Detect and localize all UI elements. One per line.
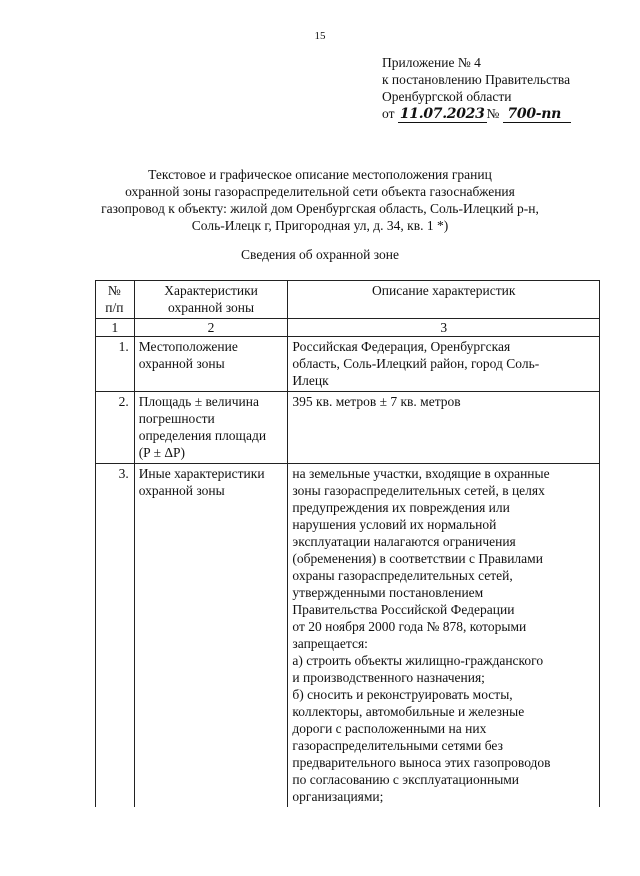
- row-name-line: определения площади: [138, 428, 267, 443]
- row-name-line: Площадь ± величина: [138, 394, 259, 409]
- description-line: охраны газораспределительных сетей,: [292, 568, 513, 583]
- page-number: 15: [314, 30, 326, 42]
- index-cell: 2: [134, 319, 288, 337]
- description-line: запрещается:: [292, 636, 368, 651]
- table-row: [96, 337, 600, 392]
- row-name: [134, 392, 288, 464]
- description-line: от 20 ноября 2000 года № 878, которыми: [292, 619, 527, 634]
- title-line: Текстовое и графическое описание местоположения границ: [148, 167, 492, 182]
- appendix-date-line: [382, 105, 571, 123]
- row-name-line: (P ± ΔP): [138, 445, 186, 460]
- title-line: газопровод к объекту: жилой дом Оренбургская область, Соль-Илецкий р-н,: [101, 201, 539, 216]
- row-description: [288, 337, 600, 392]
- description-line: Илецк: [292, 373, 329, 388]
- row-name-line: Иные характеристики: [138, 466, 265, 481]
- header-number-line: №: [107, 283, 121, 298]
- handwritten-date: 11.07.2023: [399, 106, 485, 122]
- description-line: газораспределительными сетями без: [292, 738, 503, 753]
- description-line: на земельные участки, входящие в охранные: [292, 466, 550, 481]
- header-characteristics-line: охранной зоны: [168, 300, 255, 315]
- row-name-line: Местоположение: [138, 339, 238, 354]
- description-line: по согласованию с эксплуатационными: [292, 772, 520, 787]
- row-name: [134, 337, 288, 392]
- description-line: 395 кв. метров ± 7 кв. метров: [292, 394, 461, 409]
- header-description: Описание характеристик: [288, 281, 600, 319]
- row-number: 1.: [96, 337, 135, 392]
- description-line: утвержденными постановлением: [292, 585, 484, 600]
- row-number: 3.: [96, 464, 135, 808]
- description-line: нарушения условий их нормальной: [292, 517, 497, 532]
- header-number-line: п/п: [105, 300, 124, 315]
- row-name-line: погрешности: [138, 411, 215, 426]
- appendix-line-1: Приложение № 4: [382, 55, 481, 70]
- description-line: (обременения) в соответствии с Правилами: [292, 551, 543, 566]
- description-line: эксплуатации налагаются ограничения: [292, 534, 516, 549]
- table-header-row: [96, 281, 600, 319]
- row-description: [288, 392, 600, 464]
- header-number: [96, 281, 135, 319]
- description-line: зоны газораспределительных сетей, в целях: [292, 483, 545, 498]
- row-name-line: охранной зоны: [138, 483, 225, 498]
- title-line: Соль-Илецк г, Пригородная ул, д. 34, кв. 1 *): [191, 218, 449, 233]
- title-line: охранной зоны газораспределительной сети объекта газоснабжения: [125, 184, 515, 199]
- description-line: Правительства Российской Федерации: [292, 602, 515, 617]
- row-name-line: охранной зоны: [138, 356, 225, 371]
- row-description: [288, 464, 600, 808]
- index-cell: 1: [96, 319, 135, 337]
- table-row: [96, 464, 600, 808]
- appendix-line-3: Оренбургской области: [382, 89, 512, 104]
- number-label: №: [486, 106, 500, 121]
- appendix-line-2: к постановлению Правительства: [382, 72, 571, 87]
- description-line: а) строить объекты жилищно-гражданского: [292, 653, 544, 668]
- protected-zone-table: [95, 280, 600, 807]
- table-row: [96, 392, 600, 464]
- table-index-row: [96, 319, 600, 337]
- description-line: коллекторы, автомобильные и железные: [292, 704, 525, 719]
- row-name: [134, 464, 288, 808]
- description-line: Российская Федерация, Оренбургская: [292, 339, 511, 354]
- description-line: б) сносить и реконструировать мосты,: [292, 687, 513, 702]
- section-subtitle: Сведения об охранной зоне: [241, 247, 399, 262]
- appendix-header: [382, 54, 571, 123]
- description-line: предупреждения их повреждения или: [292, 500, 510, 515]
- header-characteristics-line: Характеристики: [164, 283, 258, 298]
- row-number: 2.: [96, 392, 135, 464]
- index-cell: 3: [288, 319, 600, 337]
- handwritten-number: 700-пп: [503, 106, 571, 123]
- document-title: [50, 166, 590, 234]
- from-label: от: [382, 106, 395, 121]
- description-line: и производственного назначения;: [292, 670, 485, 685]
- description-line: дороги с расположенными на них: [292, 721, 487, 736]
- description-line: организациями;: [292, 789, 384, 804]
- description-line: предварительного выноса этих газопроводов: [292, 755, 551, 770]
- description-line: область, Соль-Илецкий район, город Соль-: [292, 356, 540, 371]
- header-characteristics: [134, 281, 288, 319]
